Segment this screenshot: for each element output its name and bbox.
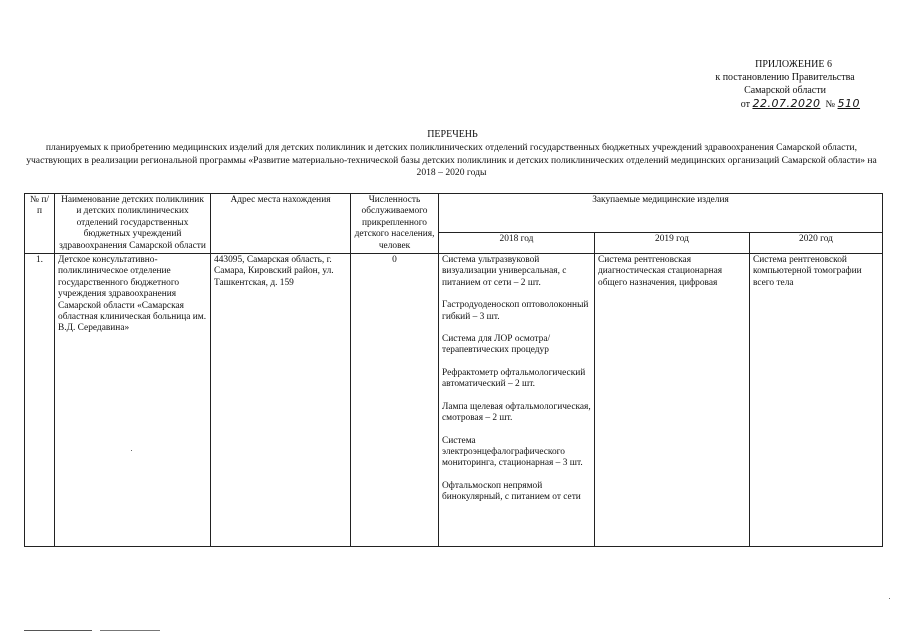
appendix-date-line [700,97,870,111]
document-subtitle: планируемых к приобретению медицинских изделий для детских поликлиник и детских поликлинических отделений государственных бюджетных учреждений здравоохранения Самарской области, участвующих в реализации региональной программы «Развитие материально-технической базы детских поликлиник и детских поликлинических отделений медицинских организаций Самарской области» на 2018 – 2020 годы [26,142,877,178]
appendix-block [700,58,870,111]
header-address: Адрес места нахождения [211,194,351,254]
row-num: 1. [25,254,55,547]
header-population: Численность обслуживаемого прикрепленного детского населения, человек [351,194,439,254]
footer-rule [24,630,92,631]
device-item: Гастродуоденоскоп оптоволоконный гибкий – 3 шт. [442,300,589,322]
row-address: 443095, Самарская область, г. Самара, Кировский район, ул. Ташкентская, д. 159 [211,254,351,547]
date-value: 22.07.2020 [752,97,821,110]
number-prefix: № [825,99,835,110]
row-population: 0 [351,254,439,547]
row-devices-2018 [439,254,595,547]
footer-rule [100,630,160,631]
document-title: ПЕРЕЧЕНЬ [427,129,478,140]
number-value: 510 [837,97,860,110]
scan-speck [889,598,890,599]
device-item: Лампа щелевая офтальмологическая, смотровая – 2 шт. [442,401,591,424]
appendix-line1: к постановлению Правительства [715,72,855,83]
devices-table [24,193,883,547]
scan-speck [131,450,132,451]
device-item: Система ультразвуковой визуализации универсальная, с питанием от сети – 2 шт. [442,255,567,288]
appendix-line2: Самарской области [744,85,826,96]
appendix-title: ПРИЛОЖЕНИЕ 6 [755,59,832,70]
table-row [25,254,883,547]
header-devices: Закупаемые медицинские изделия [439,194,883,233]
row-devices-2020: Система рентгеновской компьютерной томографии всего тела [750,254,883,547]
header-year-2018: 2018 год [439,233,595,254]
device-item: Офтальмоскоп непрямой бинокулярный, с питанием от сети [442,480,581,503]
header-year-2019: 2019 год [595,233,750,254]
row-devices-2019: Система рентгеновская диагностическая стационарная общего назначения, цифровая [595,254,750,547]
device-item: Рефрактометр офтальмологический автоматический – 2 шт. [442,367,586,390]
header-name: Наименование детских поликлиник и детских поликлинических отделений государственных бюджетных учреждений здравоохранения Самарской области [55,194,211,254]
device-item: Система для ЛОР осмотра/терапевтических процедур [442,334,551,356]
device-item: Система электроэнцефалографического мониторинга, стационарная – 3 шт. [442,435,583,469]
row-institution-name: Детское консультативно-поликлиническое отделение государственного бюджетного учреждения здравоохранения Самарской области «Самарская областная клиническая больница им. В.Д. Середавина» [55,254,211,547]
date-prefix: от [740,99,750,110]
header-num: № п/п [25,194,55,254]
header-year-2020: 2020 год [750,233,883,254]
